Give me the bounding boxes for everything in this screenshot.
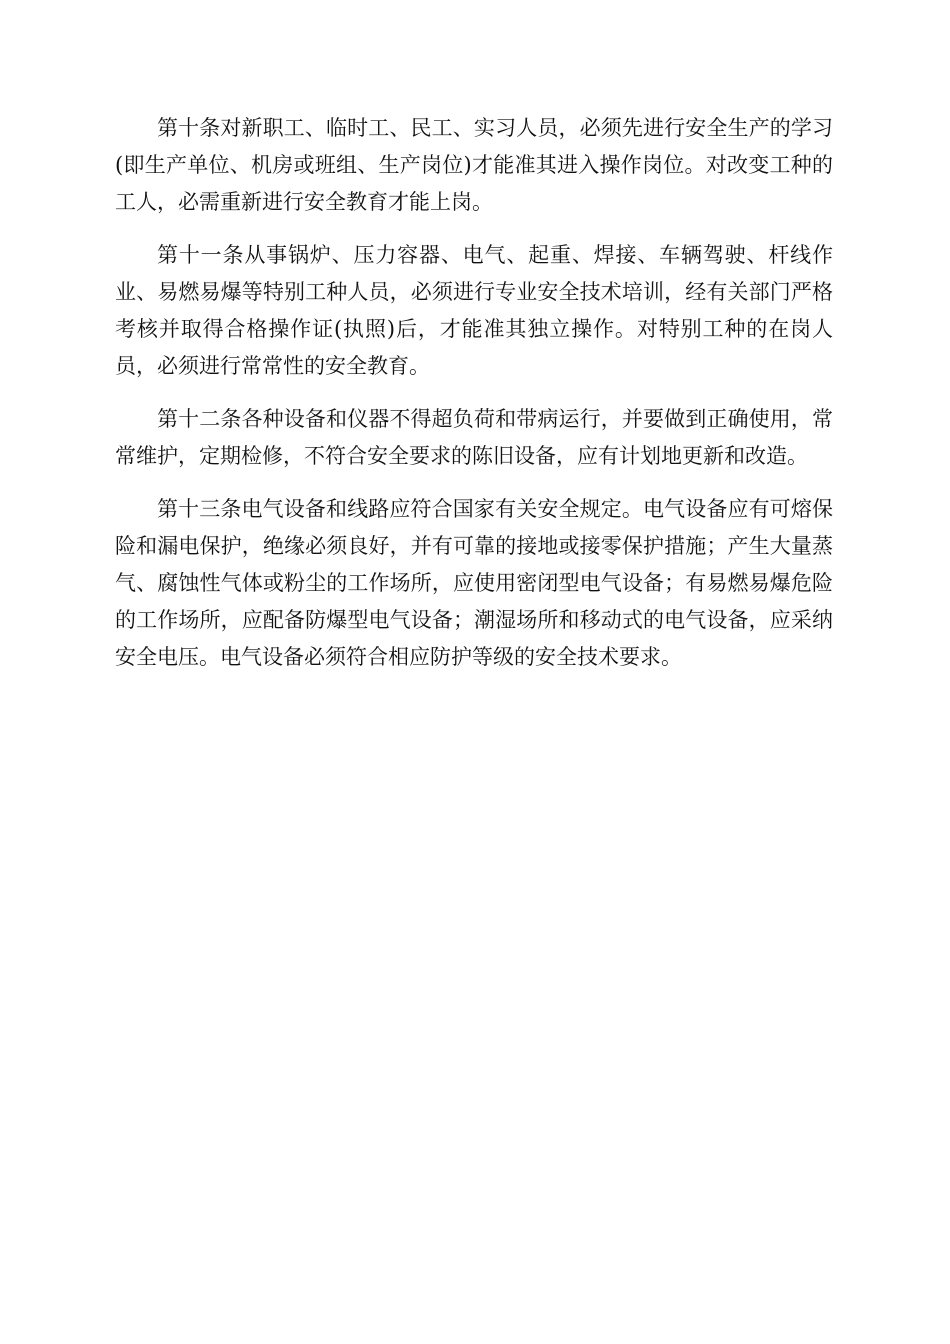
document-body [115,110,833,692]
paragraph-article-12: 第十二条各种设备和仪器不得超负荷和带病运行，并要做到正确使用，常常维护，定期检修，不符合安全要求的陈旧设备，应有计划地更新和改造。 [115,407,833,468]
paragraph-article-11: 第十一条从事锅炉、压力容器、电气、起重、焊接、车辆驾驶、杆线作业、易燃易爆等特别工种人员，必须进行专业安全技术培训，经有关部门严格考核并取得合格操作证(执照)后，才能准其独立操作。对特别工种的在岗人员，必须进行常常性的安全教育。 [115,243,833,378]
paragraph-article-13: 第十三条电气设备和线路应符合国家有关安全规定。电气设备应有可熔保险和漏电保护，绝缘必须良好，并有可靠的接地或接零保护措施；产生大量蒸气、腐蚀性气体或粉尘的工作场所，应使用密闭型电气设备；有易燃易爆危险的工作场所，应配备防爆型电气设备；潮湿场所和移动式的电气设备，应采纳安全电压。电气设备必须符合相应防护等级的安全技术要求。 [115,497,833,669]
paragraph-article-10: 第十条对新职工、临时工、民工、实习人员，必须先进行安全生产的学习(即生产单位、机房或班组、生产岗位)才能准其进入操作岗位。对改变工种的工人，必需重新进行安全教育才能上岗。 [115,116,833,214]
